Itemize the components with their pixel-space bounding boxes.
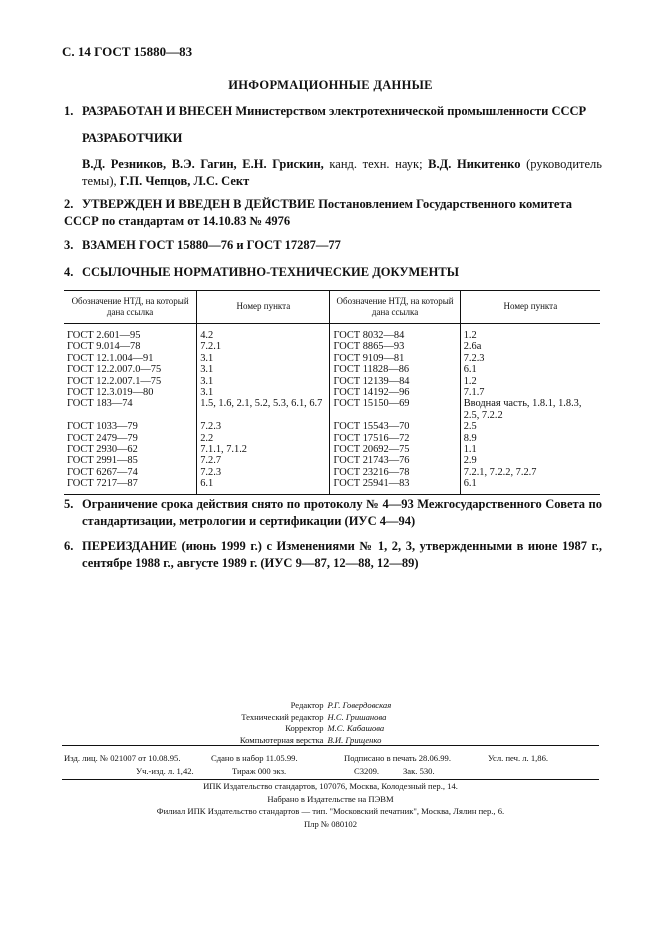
references-table [64,290,600,495]
item-cell: 2.6а [463,341,482,353]
table-row [64,467,600,478]
item-cell: 1.2 [463,375,477,387]
item-cell: 7.2.1 [197,341,330,352]
doc-cell: ГОСТ 21743—76 [330,455,460,466]
section-4: 4. ССЫЛОЧНЫЕ НОРМАТИВНО-ТЕХНИЧЕСКИЕ ДОКУМЕНТЫ [64,265,459,279]
doc-cell: ГОСТ 15543—70 [330,421,460,432]
document-title: ИНФОРМАЦИОННЫЕ ДАННЫЕ [228,78,433,92]
section-3: 3. ВЗАМЕН ГОСТ 15880—76 и ГОСТ 17287—77 [64,238,341,252]
table-row [64,398,600,421]
item-cell: 7.2.7 [197,455,330,466]
item-cell: 7.2.1, 7.2.2, 7.2.7 [463,466,537,478]
item-cell: 1.1 [463,444,477,456]
imprint-block: Редактор Р.Г. Говердовская Технический редактор Н.С. Гришанова Корректор М.С. Кабашова Компьютерная верстка В.И. Грищенко [239,700,392,745]
item-cell: 2.2 [197,433,330,444]
item-cell: 1.5, 1.6, 2.1, 5.2, 5.3, 6.1, 6.7 [197,398,330,421]
item-cell: 3.1 [197,364,330,375]
doc-cell: ГОСТ 2930—62 [64,444,197,455]
section-2: 2. УТВЕРЖДЕН И ВВЕДЕН В ДЕЙСТВИЕ Постановлением Государственного комитета СССР по стандартам от 14.10.83 № 4976 [64,197,572,228]
doc-cell: ГОСТ 15150—69 [330,398,460,421]
doc-cell: ГОСТ 17516—72 [330,433,460,444]
doc-cell: ГОСТ 6267—74 [64,467,197,478]
item-cell: 3.1 [197,376,330,387]
section-5: 5. Ограничение срока действия снято по протоколу № 4—93 Межгосударственного Совета по стандартизации, метрологии и сертификации (ИУС 4—94) [64,497,602,528]
doc-cell: ГОСТ 11828—86 [330,364,460,375]
table-row [64,376,600,387]
doc-cell: ГОСТ 14192—96 [330,387,460,398]
table-row [64,364,600,375]
item-cell: 1.2 [463,330,477,341]
doc-cell: ГОСТ 8032—84 [330,324,460,342]
doc-cell: ГОСТ 7217—87 [64,478,197,494]
doc-cell: ГОСТ 1033—79 [64,421,197,432]
table-header-item-right: Номер пункта [460,291,600,324]
item-cell: 3.1 [197,353,330,364]
doc-cell: ГОСТ 12.2.007.0—75 [64,364,197,375]
table-row [64,324,600,342]
table-header-doc-left: Обозначение НТД, на который дана ссылка [64,291,197,324]
developers-list: В.Д. Резников, В.Э. Гагин, Е.Н. Грискин, канд. техн. наук; В.Д. Никитенко (руководитель темы), Г.П. Чепцов, Л.С. Сект [82,157,602,188]
developers-heading: РАЗРАБОТЧИКИ [82,131,183,145]
table-row [64,455,600,466]
table-row [64,387,600,398]
doc-cell: ГОСТ 23216—78 [330,467,460,478]
item-cell: 7.1.1, 7.1.2 [197,444,330,455]
item-cell: 7.2.3 [197,467,330,478]
section-1: 1. РАЗРАБОТАН И ВНЕСЕН Министерством электротехнической промышленности СССР [64,104,587,118]
table-header-doc-right: Обозначение НТД, на который дана ссылка [330,291,460,324]
doc-cell: ГОСТ 20692—75 [330,444,460,455]
doc-cell: ГОСТ 9109—81 [330,353,460,364]
doc-cell: ГОСТ 9.014—78 [64,341,197,352]
table-row [64,433,600,444]
doc-cell: ГОСТ 8865—93 [330,341,460,352]
item-cell: 7.2.3 [463,352,485,364]
table-row [64,444,600,455]
table-row [64,421,600,432]
section-6: 6. ПЕРЕИЗДАНИЕ (июнь 1999 г.) с Изменениями № 1, 2, 3, утвержденными в июне 1987 г., сентябре 1988 г., августе 1989 г. (ИУС 9—87, 12—88, 12—89) [64,539,602,570]
divider [62,745,599,746]
doc-cell: ГОСТ 12.3.019—80 [64,387,197,398]
item-cell: 6.1 [460,478,600,494]
doc-cell: ГОСТ 12.1.004—91 [64,353,197,364]
table-row [64,478,600,494]
item-cell: 3.1 [197,387,330,398]
doc-cell: ГОСТ 183—74 [64,398,197,421]
item-cell: Вводная часть, 1.8.1, 1.8.3, 2.5, 7.2.2 [463,398,582,421]
item-cell: 4.2 [197,324,330,342]
table-row [64,341,600,352]
item-cell: 2.9 [463,455,477,467]
table-row [64,353,600,364]
doc-cell: ГОСТ 25941—83 [330,478,460,494]
doc-cell: ГОСТ 2.601—95 [64,324,197,342]
item-cell: 2.5 [463,421,477,433]
doc-cell: ГОСТ 12139—84 [330,376,460,387]
item-cell: 7.2.3 [197,421,330,432]
page-header: С. 14 ГОСТ 15880—83 [62,44,193,59]
item-cell: 8.9 [463,432,477,444]
doc-cell: ГОСТ 12.2.007.1—75 [64,376,197,387]
printer-info: ИПК Издательство стандартов, 107076, Москва, Колодезный пер., 14. Набрано в Издательстве на ПЭВМ Филиал ИПК Издательство стандартов — тип. "Московский печатник", Москва, Лялин пер., 6. Плр № 080102 [156,781,505,829]
item-cell: 6.1 [197,478,330,494]
item-cell: 6.1 [463,364,477,376]
item-cell: 7.1.7 [463,387,485,399]
doc-cell: ГОСТ 2991—85 [64,455,197,466]
doc-cell: ГОСТ 2479—79 [64,433,197,444]
table-header-item-left: Номер пункта [197,291,330,324]
